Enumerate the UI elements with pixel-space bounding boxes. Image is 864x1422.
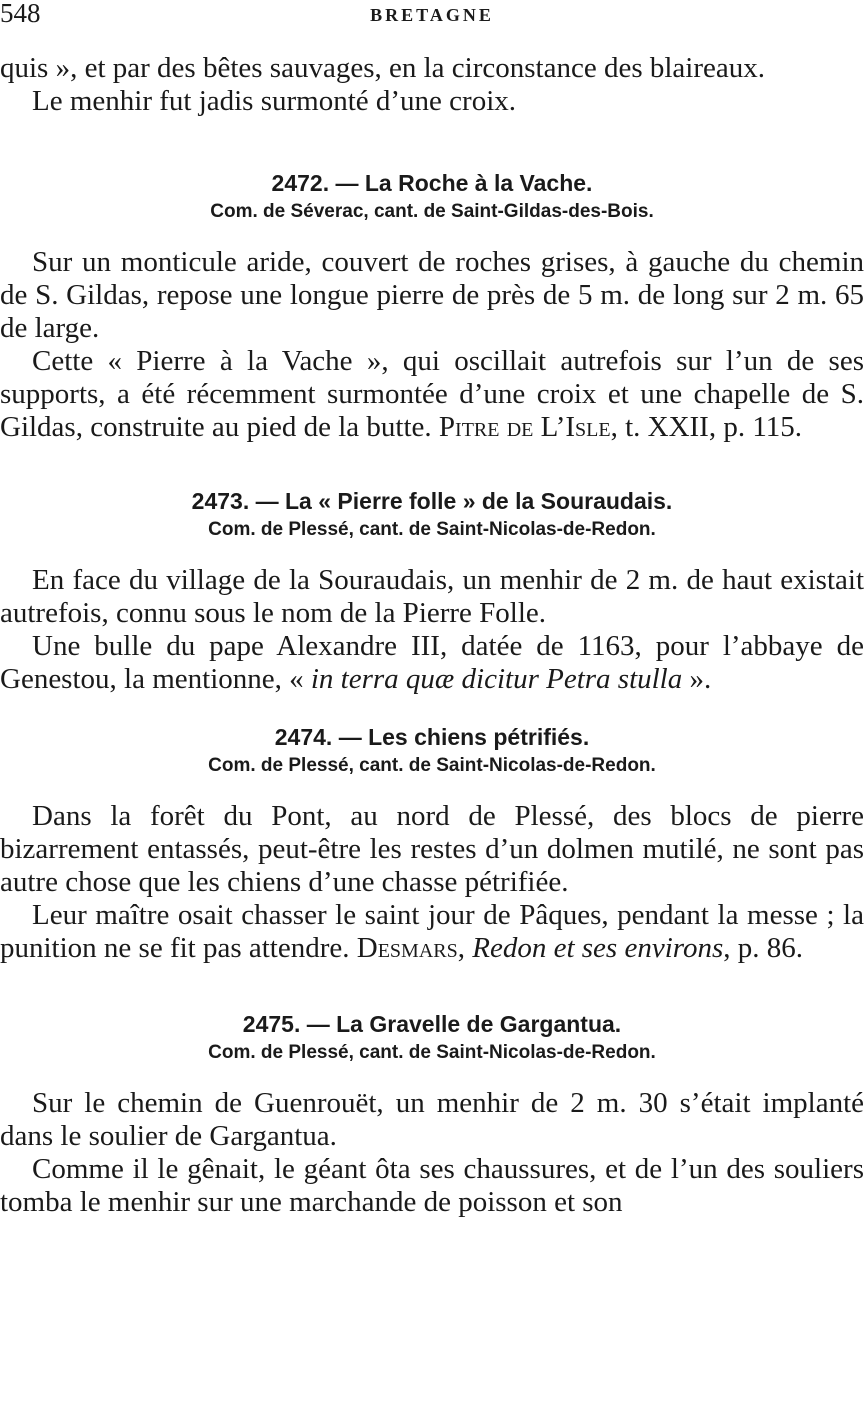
page-body <box>0 52 864 1219</box>
entry-paragraph: En face du village de la Souraudais, un menhir de 2 m. de haut existait autrefois, connu sous le nom de la Pierre Folle. <box>0 564 864 629</box>
entry-2472 <box>0 168 864 444</box>
citation-separator: , <box>457 932 465 964</box>
entry-paragraph: Sur un monticule aride, couvert de roches grises, à gauche du chemin de S. Gildas, repose une longue pierre de près de 5 m. de long sur 2 m. 65 de large. <box>0 246 864 344</box>
entry-title: 2473. — La « Pierre folle » de la Souraudais. <box>191 488 673 514</box>
entry-paragraph: Dans la forêt du Pont, au nord de Plessé, des blocs de pierre bizarrement entassés, peut-être les restes d’un dolmen mutilé, ne sont pas autre chose que les chiens d’une chasse pétrifiée. <box>0 800 864 898</box>
paragraph-text: Une bulle du pape Alexandre III, datée de 1163, pour l’abbaye de Genestou, la mentionne, « <box>0 630 864 695</box>
page-number: 548 <box>0 0 41 28</box>
entry-paragraph: Comme il le gênait, le géant ôta ses chaussures, et de l’un des souliers tomba le menhir sur une marchande de poisson et son <box>0 1153 864 1218</box>
entry-2475 <box>0 1009 864 1219</box>
entry-title: 2474. — Les chiens pétrifiés. <box>274 724 590 750</box>
citation-work: Redon et ses environs <box>472 932 724 964</box>
entry-location: Com. de Plessé, cant. de Saint-Nicolas-de-Redon. <box>208 519 656 540</box>
entry-location: Com. de Plessé, cant. de Saint-Nicolas-de-Redon. <box>208 755 656 776</box>
entry-location: Com. de Séverac, cant. de Saint-Gildas-des-Bois. <box>210 201 654 222</box>
citation-reference: , p. 86. <box>723 932 804 964</box>
running-title: BRETAGNE <box>370 5 494 25</box>
entry-title: 2472. — La Roche à la Vache. <box>271 170 593 196</box>
entry-paragraph <box>0 345 864 444</box>
entry-2474 <box>0 722 864 965</box>
intro-paragraph-1: quis », et par des bêtes sauvages, en la circonstance des blaireaux. <box>0 52 765 84</box>
citation-reference: , t. XXII, p. 115. <box>610 411 803 443</box>
entry-paragraph <box>0 630 864 696</box>
intro-paragraph-2: Le menhir fut jadis surmonté d’une croix. <box>32 85 517 117</box>
paragraph-text: Leur maître osait chasser le saint jour de Pâques, pendant la messe ; la punition ne se fit pas attendre. <box>0 899 864 964</box>
entry-2473 <box>0 486 864 696</box>
paragraph-text: Cette « Pierre à la Vache », qui oscillait autrefois sur l’un de ses supports, a été récemment surmontée d’une croix et une chapelle de S. Gildas, construite au pied de la butte. <box>0 345 864 443</box>
citation-author: Pitre de L’Isle <box>438 411 611 443</box>
citation-author: Desmars <box>356 932 458 964</box>
paragraph-end: ». <box>689 663 712 695</box>
entry-paragraph <box>0 899 864 965</box>
entry-location: Com. de Plessé, cant. de Saint-Nicolas-de-Redon. <box>208 1042 656 1063</box>
running-head <box>0 0 864 40</box>
latin-quotation: in terra quæ dicitur Petra stulla <box>310 663 683 695</box>
entry-title: 2475. — La Gravelle de Gargantua. <box>242 1011 622 1037</box>
entry-paragraph: Sur le chemin de Guenrouët, un menhir de 2 m. 30 s’était implanté dans le soulier de Gargantua. <box>0 1087 864 1152</box>
